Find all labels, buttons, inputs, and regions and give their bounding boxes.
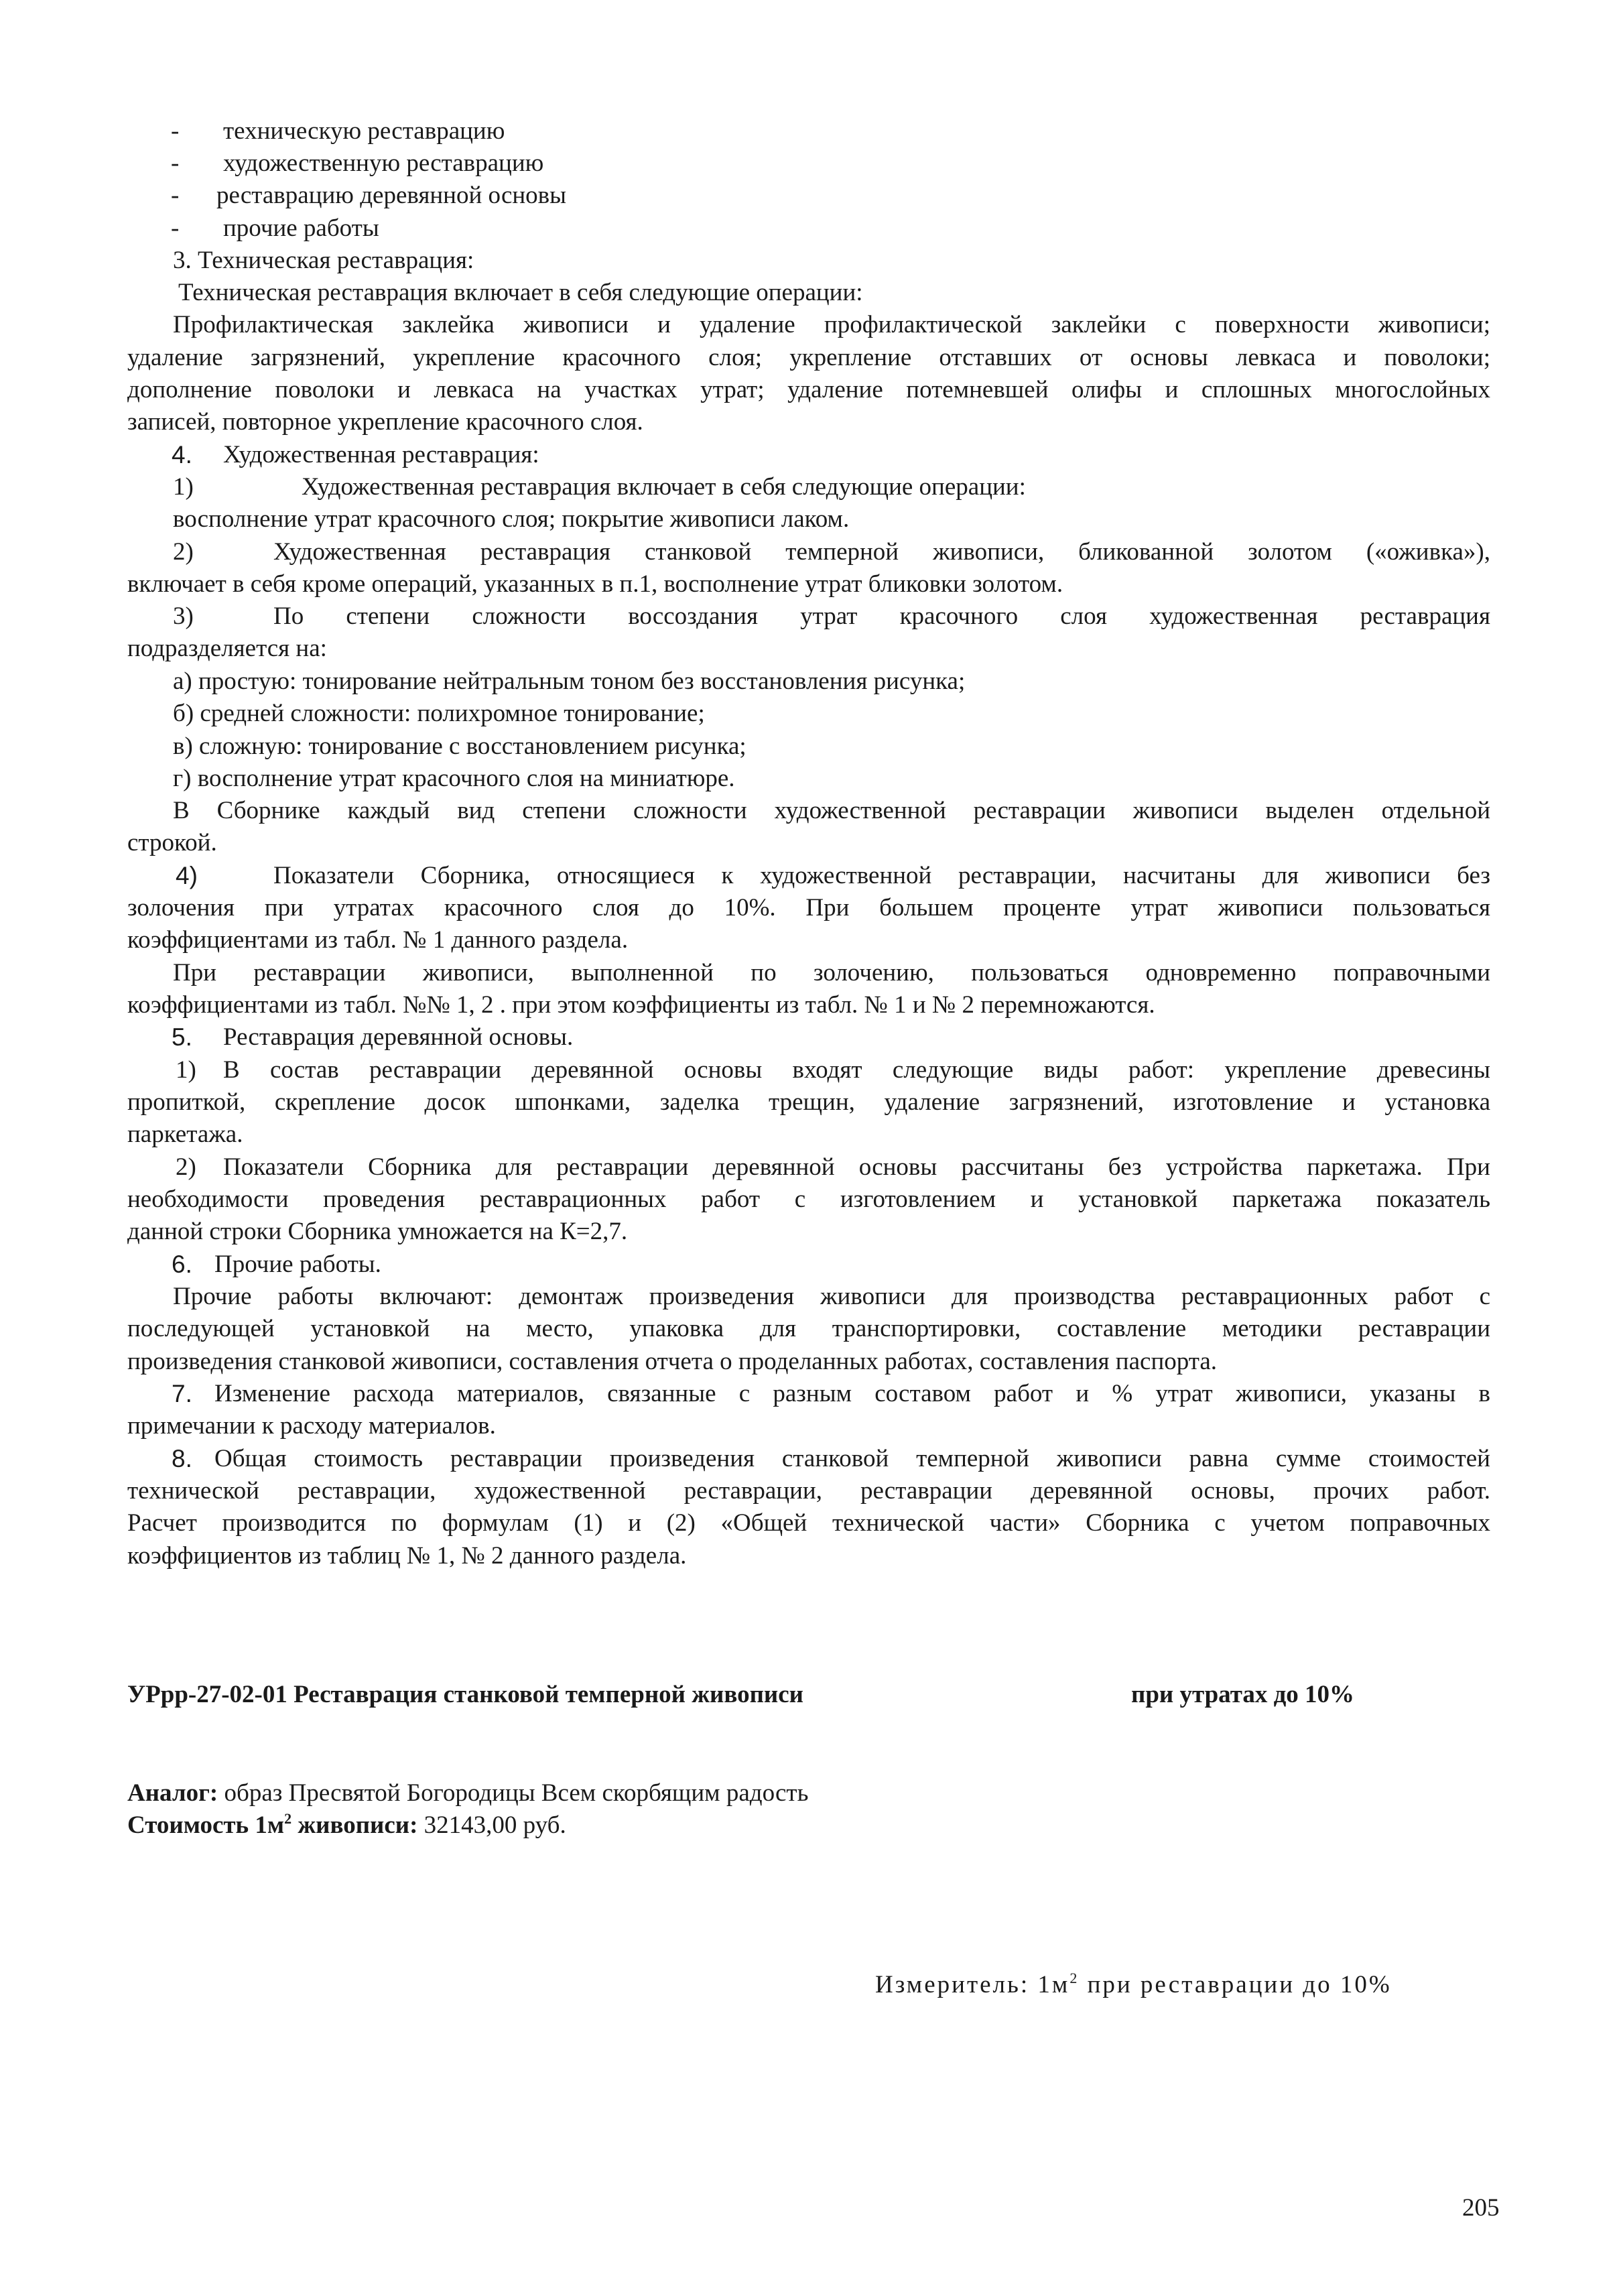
analog-line (127, 1777, 808, 1809)
paragraph-line: пропиткой, скрепление досок шпонками, заделка трещин, удаление загрязнений, изготовление и установка (127, 1088, 1490, 1116)
item-number: 1) (176, 1056, 196, 1084)
list-dash: - (171, 182, 180, 209)
list-item: техническую реставрацию (223, 117, 505, 145)
item-number: 4) (176, 862, 198, 889)
paragraph-line: необходимости проведения реставрационных работ с изготовлением и установкой паркетажа показатель (127, 1186, 1490, 1213)
paragraph-line: включает в себя кроме операций, указанных в п.1, восполнение утрат бликовки золотом. (127, 570, 1063, 598)
paragraph-line: золочения при утратах красочного слоя до 10%. При большем проценте утрат живописи пользоваться (127, 894, 1490, 921)
cost-label (127, 1811, 417, 1839)
item-number: 1) (173, 473, 194, 501)
item-number: 3) (173, 602, 194, 630)
list-item: в) сложную: тонирование с восстановлением рисунка; (173, 732, 746, 760)
paragraph-line: записей, повторное укрепление красочного слоя. (127, 408, 643, 436)
paragraph-line: удаление загрязнений, укрепление красочного слоя; укрепление отставших от основы левкаса и поволоки; (127, 344, 1490, 371)
paragraph-line: По степени сложности воссоздания утрат красочного слоя художественная реставрация (273, 602, 1490, 630)
paragraph-line: Художественная реставрация включает в себя следующие операции: (302, 473, 1026, 501)
paragraph-line: Общая стоимость реставрации произведения станковой темперной живописи равна сумме стоимостей (214, 1445, 1490, 1472)
list-item: г) восполнение утрат красочного слоя на миниатюре. (173, 765, 735, 792)
section-number: 7. (172, 1380, 192, 1407)
paragraph-line: данной строки Сборника умножается на К=2,7. (127, 1218, 628, 1245)
item-number: 2) (176, 1153, 196, 1181)
paragraph-line: строкой. (127, 829, 217, 856)
list-dash: - (171, 214, 180, 242)
section-number: 4. (172, 441, 192, 468)
list-dash: - (171, 117, 180, 145)
list-item: а) простую: тонирование нейтральным тоном без восстановления рисунка; (173, 667, 966, 695)
section-number: 5. (172, 1023, 192, 1051)
list-item: художественную реставрацию (223, 149, 544, 177)
analog-value: образ Пресвятой Богородицы Всем скорбящим радость (218, 1779, 809, 1807)
cost-label-suffix: живописи: (291, 1811, 418, 1839)
paragraph-line: дополнение поволоки и левкаса на участках утрат; удаление потемневшей олифы и сплошных многослойных (127, 376, 1490, 403)
analog-label: Аналог: (127, 1779, 218, 1807)
price-code-title: УРрр-27-02-01 Реставрация станковой темперной живописи (127, 1681, 803, 1708)
paragraph-line: восполнение утрат красочного слоя; покрытие живописи лаком. (173, 505, 850, 533)
paragraph-line: Прочие работы включают: демонтаж произведения живописи для производства реставрационных работ с (173, 1283, 1490, 1310)
section-heading: Реставрация деревянной основы. (223, 1023, 574, 1051)
paragraph-line: коэффициентами из табл. № 1 данного раздела. (127, 926, 629, 954)
paragraph-line: паркетажа. (127, 1121, 243, 1148)
paragraph-line: коэффициентов из таблиц № 1, № 2 данного раздела. (127, 1542, 687, 1570)
item-number: 2) (173, 538, 194, 566)
measure-line (875, 1969, 1392, 2001)
paragraph-line: Изменение расхода материалов, связанные с разным составом работ и % утрат живописи, указаны в (214, 1380, 1490, 1407)
paragraph-line: При реставрации живописи, выполненной по золочению, пользоваться одновременно поправочными (173, 959, 1490, 986)
section-heading: 3. Техническая реставрация: (173, 247, 474, 274)
page-number: 205 (1462, 2194, 1500, 2222)
paragraph-line: технической реставрации, художественной реставрации, реставрации деревянной основы, прочих работ. (127, 1477, 1490, 1505)
list-item: реставрацию деревянной основы (216, 182, 566, 209)
paragraph-line: коэффициентами из табл. №№ 1, 2 . при этом коэффициенты из табл. № 1 и № 2 перемножаются. (127, 991, 1155, 1019)
paragraph-line: подразделяется на: (127, 635, 327, 662)
paragraph-line: В Сборнике каждый вид степени сложности художественной реставрации живописи выделен отдельной (173, 797, 1490, 824)
list-dash: - (171, 149, 180, 177)
price-code-condition: при утратах до 10% (1131, 1681, 1355, 1708)
section-heading: Прочие работы. (214, 1251, 381, 1278)
cost-label-text: Стоимость 1м (127, 1811, 285, 1839)
paragraph-line: произведения станковой живописи, составления отчета о проделанных работах, составления паспорта. (127, 1348, 1218, 1375)
measure-suffix: при реставрации до 10% (1079, 1971, 1392, 1998)
section-number: 8. (172, 1445, 192, 1472)
paragraph-line: В состав реставрации деревянной основы входят следующие виды работ: укрепление древесины (223, 1056, 1490, 1084)
measure-label: Измеритель: 1м (875, 1971, 1070, 1998)
cost-value: 32143,00 руб. (417, 1811, 566, 1839)
cost-line (127, 1809, 566, 1842)
section-number: 6. (172, 1251, 192, 1278)
list-item: прочие работы (223, 214, 379, 242)
cost-label-superscript: 2 (284, 1810, 292, 1827)
paragraph-line: Профилактическая заклейка живописи и удаление профилактической заклейки с поверхности живописи; (173, 311, 1490, 338)
paragraph-line: Художественная реставрация станковой темперной живописи, бликованной золотом («оживка»), (273, 538, 1490, 566)
paragraph-line: Техническая реставрация включает в себя следующие операции: (178, 279, 863, 306)
paragraph-line: последующей установкой на место, упаковка для транспортировки, составление методики реставрации (127, 1315, 1490, 1342)
section-heading: Художественная реставрация: (223, 441, 539, 468)
list-item: б) средней сложности: полихромное тонирование; (173, 700, 705, 727)
paragraph-line: Показатели Сборника для реставрации деревянной основы рассчитаны без устройства паркетажа. При (223, 1153, 1490, 1181)
paragraph-line: Показатели Сборника, относящиеся к художественной реставрации, насчитаны для живописи без (273, 862, 1490, 889)
paragraph-line: примечании к расходу материалов. (127, 1412, 496, 1440)
paragraph-line: Расчет производится по формулам (1) и (2) «Общей технической части» Сборника с учетом поправочных (127, 1509, 1490, 1537)
measure-superscript: 2 (1069, 1970, 1080, 1986)
